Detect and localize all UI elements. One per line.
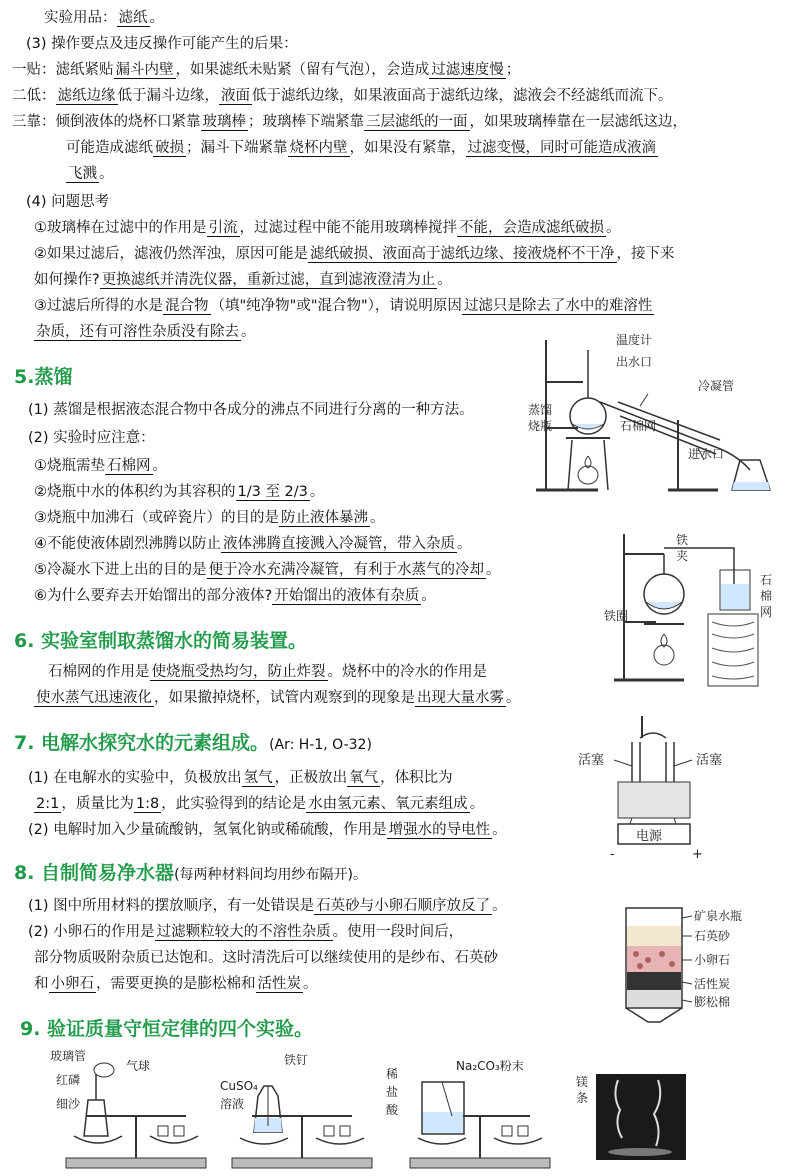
answer: 引流 [208,220,238,236]
section-5-title: 5.蒸馏 [14,366,73,388]
mass-experiment-1-figure [46,1046,226,1172]
s7-line-1: (1) 在电解水的实验中，负极放出 氢气 ，正极放出 氧气 ，体积比为 [28,770,453,786]
s8-line-2: (2) 小卵石的作用是 过滤颗粒较大的不溶性杂质 。使用一段时间后， [28,924,464,940]
mass-experiment-4-figure [574,1066,694,1166]
thermometer-label: 温度计 [616,333,653,347]
water-outlet-label: 出水口 [616,355,653,369]
answer: 过滤速度慢 [431,62,504,78]
answer: 开始馏出的液体有杂质 [274,588,420,604]
answer: 更换滤纸并清洗仪器，重新过滤，直到滤液澄清为止 [101,272,436,288]
q1-line: ①玻璃棒在过滤中的作用是 引流 ，过滤过程中能不能用玻璃棒搅拌 不能，会造成滤纸破损 。 [34,220,621,236]
s5-item-6: ⑥为什么要弃去开始馏出的部分液体? 开始馏出的液体有杂质 。 [34,588,436,604]
bottle-label: 矿泉水瓶 [694,909,743,923]
flask-label: 蒸馏 [528,403,553,417]
valve-label-left: 活塞 [578,753,605,768]
answer: 1/3 至 2/3 [237,484,308,500]
s5-item-4: ④不能使液体剧烈沸腾以防止 液体沸腾直接溅入冷凝管，带入杂质 。 [34,536,472,552]
section-7-title: 7. 电解水探究水的元素组成。(Ar: H-1, O-32) [14,732,372,754]
s5-item-5: ⑤冷凝水下进上出的目的是 便于冷水充满冷凝管，有利于水蒸气的冷却 。 [34,562,501,578]
answer: 滤纸 [118,10,148,26]
answer: 活性炭 [257,976,301,992]
quartz-sand-label: 石英砂 [694,929,731,943]
s5-p2: (2) 实验时应注意： [28,430,155,446]
gauze-label: 石棉网 [620,419,657,433]
answer: 小卵石 [50,976,94,992]
think-heading: (4) 问题思考 [26,194,110,210]
erdi-line: 二低： 滤纸边缘 低于漏斗边缘， 液面 低于滤纸边缘，如果液面高于滤纸边缘，滤液会不经滤纸而流下。 [12,88,673,104]
ops-heading: (3) 操作要点及违反操作可能产生的后果： [26,36,298,52]
water-purifier-figure [616,904,796,1030]
section-6-title: 6. 实验室制取蒸馏水的简易装置。 [14,630,308,652]
s6-line-1: 石棉网的作用是 使烧瓶受热均匀，防止炸裂 。烧杯中的冷水的作用是 [48,664,487,680]
answer: 1:8 [135,796,160,812]
answer: 过滤只是除去了水中的难溶性 [463,298,653,314]
answer: 氧气 [349,770,379,786]
valve-label-right: 活塞 [696,753,723,768]
answer: 过滤颗粒较大的不溶性杂质 [156,924,331,940]
sankao-line-1: 三靠：倾倒液体的烧杯口紧靠 玻璃棒 ；玻璃棒下端紧靠 三层滤纸的一面 ，如果玻璃棒靠在一层滤纸这边， [12,114,687,130]
iron-ring-label: 铁圈 [604,609,629,623]
q2-line: ②如果过滤后，滤液仍然浑浊，原因可能是 滤纸破损、液面高于滤纸边缘、接液烧杯不干净 ，接下来 [34,246,675,262]
answer: 石棉网 [107,458,151,474]
answer: 烧杯内壁 [289,140,348,156]
answer: 2:1 [36,796,60,812]
power-supply-label: 电源 [636,829,663,844]
s5-item-3: ③烧瓶中加沸石（或碎瓷片）的目的是 防止液体暴沸 。 [34,510,385,526]
answer: 液体沸腾直接溅入冷凝管，带入杂质 [223,536,455,552]
mass-experiment-2-figure [220,1046,380,1172]
yitie-line: 一贴：滤纸紧贴 漏斗内壁 ，如果滤纸未贴紧（留有气泡），会造成 过滤速度慢 ； [12,62,521,78]
answer: 使水蒸气迅速液化 [36,690,152,706]
condenser-label: 冷凝管 [698,379,735,393]
negative-terminal-label: - [610,847,615,862]
magnesium-label-2: 条 [576,1091,589,1105]
answer: 不能，会造成滤纸破损 [459,220,604,236]
iron-clamp-label-1: 铁 [676,533,689,547]
s5-p1: (1) 蒸馏是根据液态混合物中各成分的沸点不同进行分离的一种方法。 [28,402,474,418]
simple-distillation-figure [604,530,794,698]
answer: 过滤变慢，同时可能造成液滴 [467,140,656,156]
sankao-line-2: 可能造成滤纸 破损 ；漏斗下端紧靠 烧杯内壁 ，如果没有紧靠， 过滤变慢，同时可能造成液滴 [66,140,656,156]
answer: 水由氢元素、氧元素组成 [308,796,468,812]
glass-tube-label: 玻璃管 [50,1049,87,1063]
electrolysis-figure [574,712,754,862]
answer: 石英砂与小卵石顺序放反了 [316,898,491,914]
iron-nail-label: 铁钉 [284,1053,309,1067]
s6-line-2: 使水蒸气迅速液化 ，如果撤掉烧杯，试管内观察到的现象是 出现大量水雾 。 [36,690,521,706]
na2co3-powder-label: Na₂CO₃粉末 [456,1059,524,1073]
answer: 防止液体暴沸 [281,510,368,526]
fine-sand-label: 细沙 [56,1097,81,1111]
water-inlet-label: 进水口 [688,447,725,461]
answer: 滤纸边缘 [57,88,116,104]
acid-label: 酸 [386,1103,399,1117]
activated-carbon-label: 活性炭 [694,977,731,991]
distillation-apparatus-figure [528,330,798,498]
s7-line-3: (2) 电解时加入少量硫酸钠，氢氧化钠或稀硫酸，作用是 增强水的导电性 。 [28,822,507,838]
balloon-label: 气球 [126,1059,151,1073]
gauze-label-3: 网 [760,605,773,619]
positive-terminal-label: + [692,847,703,862]
answer: 漏斗内壁 [115,62,174,78]
pebble-label: 小卵石 [694,953,731,967]
answer: 破损 [155,140,184,156]
gauze-note: (每两种材料间均用纱布隔开)。 [174,867,367,883]
cuso4-label: CuSO₄ [220,1079,258,1093]
hydrochloric-label: 盐 [386,1085,399,1099]
iron-clamp-label-2: 夹 [676,549,689,563]
q3b-line: 杂质，还有可溶性杂质没有除去 。 [36,324,256,340]
materials-line: 实验用品： 滤纸 。 [44,10,164,26]
answer: 混合物 [165,298,209,314]
q2b-line: 如何操作? 更换滤纸并清洗仪器，重新过滤，直到滤液澄清为止 。 [34,272,452,288]
answer: 飞溅 [68,166,97,182]
section-8-title: 8. 自制简易净水器(每两种材料间均用纱布隔开)。 [14,862,367,884]
magnesium-label-1: 镁 [576,1075,589,1089]
answer: 液面 [221,88,250,104]
dilute-label: 稀 [386,1067,399,1081]
section-9-title: 9. 验证质量守恒定律的四个实验。 [20,1018,314,1040]
answer: 杂质，还有可溶性杂质没有除去 [36,324,239,340]
answer: 氢气 [243,770,273,786]
answer: 三层滤纸的一面 [366,114,468,130]
s8-line-3: 部分物质吸附杂质已达饱和。这时清洗后可以继续使用的是纱布、石英砂 [34,950,498,966]
solution-label: 溶液 [220,1097,245,1111]
atomic-mass-note: (Ar: H-1, O-32) [269,737,372,753]
flask-label-2: 烧瓶 [528,419,553,433]
s5-item-2: ②烧瓶中水的体积约为其容积的 1/3 至 2/3 。 [34,484,325,500]
s8-line-4: 和 小卵石 ，需要更换的是膨松棉和 活性炭 。 [34,976,318,992]
answer: 玻璃棒 [202,114,246,130]
gauze-label-1: 石 [760,573,773,587]
answer: 增强水的导电性 [388,822,491,838]
answer: 使烧瓶受热均匀，防止炸裂 [151,664,326,680]
mass-experiment-3-figure [386,1046,566,1172]
q3-line: ③过滤后所得的水是 混合物 （填"纯净物"或"混合物"），请说明原因 过滤只是除去了水中的难溶性 [34,298,653,314]
gauze-label-2: 棉 [760,589,773,603]
answer: 滤纸破损、液面高于滤纸边缘、接液烧杯不干净 [310,246,615,262]
cotton-label: 膨松棉 [694,995,731,1009]
s8-line-1: (1) 图中所用材料的摆放顺序，有一处错误是 石英砂与小卵石顺序放反了 。 [28,898,507,914]
s5-item-1: ①烧瓶需垫 石棉网 。 [34,458,167,474]
s7-line-2: 2:1 ，质量比为 1:8 ，此实验得到的结论是 水由氢元素、氧元素组成 。 [36,796,485,812]
answer: 便于冷水充满冷凝管，有利于水蒸气的冷却 [208,562,484,578]
answer: 出现大量水雾 [417,690,504,706]
sankao-line-3: 飞溅 。 [68,166,114,182]
red-phosphorus-label: 红磷 [56,1073,81,1087]
